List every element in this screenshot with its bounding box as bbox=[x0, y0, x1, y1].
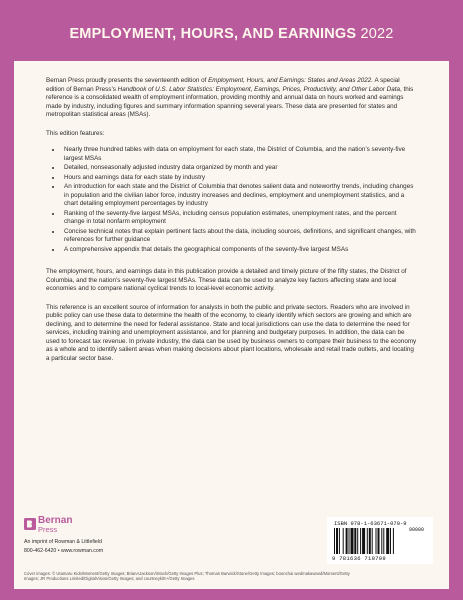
intro-paragraph bbox=[46, 77, 418, 120]
cover-description bbox=[46, 77, 418, 373]
publisher-imprint: An imprint of Rowman & Littlefield bbox=[24, 539, 102, 545]
intro-text-3: , this reference is a consolidated wealth of employment information, providing monthly and annual data on hours worked and earnings made by industry, including figures and summary information spanning several years. These data are presented for states and metropolitan statistical areas (MSAs). bbox=[46, 85, 414, 118]
feature-item: • An introduction for each state and the District of Columbia that denotes salient data and noteworthy trends, including changes in population and the civilian labor force, industry increases and declines, employment and unemployment statistics, and a chart detailing employment percentages by industry bbox=[62, 183, 418, 209]
audience-paragraph: This reference is an excellent source of information for analysts in both the public and private sectors. Readers who are involved in public policy can use these data to determine the health of the economy, to clearly identify which sectors are growing and which are declining, and to determine the need for federal assistance. State and local jurisdictions can use the data to determine the need for services, including training and unemployment assistance, and for planning and budgetary purposes. In addition, the data can be used to forecast tax revenue. In private industry, the data can be used by business owners to compare their business to the economy as a whole and to identify salient areas when making decisions about plant locations, wholesale and retail trade outlets, and locating a particular sector base. bbox=[46, 303, 417, 362]
feature-item: • Nearly three hundred tables with data on employment for each state, the District of Columbia, and the nation’s seventy-five largest MSAs bbox=[62, 146, 418, 163]
intro-text-1: Bernan Press proudly presents the seventeenth edition of bbox=[46, 77, 209, 84]
bernan-press-logo-icon bbox=[24, 518, 36, 530]
intro-handbook-title: Handbook of U.S. Labor Statistics: Employment, Earnings, Prices, Productivity, and Other Labor Data bbox=[117, 85, 400, 93]
cover-title bbox=[0, 26, 463, 42]
feature-item: • Detailed, nonseasonally adjusted industry data organized by month and year bbox=[62, 164, 418, 173]
publisher-name: Bernan bbox=[38, 515, 73, 526]
price-code: 90000 bbox=[409, 527, 425, 533]
cover-title-year: 2022 bbox=[360, 26, 394, 42]
isbn-barcode bbox=[327, 517, 433, 564]
feature-item: • Concise technical notes that explain pertinent facts about the data, including sources, definitions, and significant changes, with references for further guidance bbox=[62, 228, 418, 245]
intro-text-2: A special edition of Bernan Press’s bbox=[46, 77, 400, 93]
barcode-icon bbox=[334, 528, 406, 554]
isbn-text: ISBN 978-1-63671-070-9 bbox=[334, 520, 407, 527]
publisher-press: Press bbox=[38, 525, 58, 534]
data-usage-paragraph: The employment, hours, and earnings data in this publication provide a detailed and timely picture of the fifty states, the District of Columbia, and the nation’s seventy-five largest MSAs. These data can be used to analyze key factors affecting state and local economies and to compare national cyclical trends to local-level economic activity. bbox=[46, 268, 407, 292]
cover-image-credits: Cover images: © Utamaru Kido/Moment/Getty Images; BrianAJackson/iStock/Getty Images Plus; Thomas Barwick/Stone/Getty Images; boonchai wedmakawand/Moment/Getty Images; JR Productions Limited/DigitalVision/Getty Images; and courtneyk/E+/Getty Images bbox=[24, 571, 350, 582]
barcode-digits: 9 781636 710709 bbox=[332, 555, 387, 562]
feature-item: • Ranking of the seventy-five largest MSAs, including census population estimates, unemployment rates, and the percent change in total nonfarm employment bbox=[62, 210, 418, 227]
feature-item: • Hours and earnings data for each state by industry bbox=[62, 174, 418, 183]
feature-item: • A comprehensive appendix that details the geographical components of the seventy-five largest MSAs bbox=[62, 246, 418, 255]
publisher-contact: 800-462-6420 • www.rowman.com bbox=[24, 548, 104, 554]
features-list bbox=[46, 146, 418, 254]
features-lead: This edition features: bbox=[46, 129, 105, 137]
cover-title-main: EMPLOYMENT, HOURS, AND EARNINGS bbox=[69, 26, 357, 42]
intro-book-title: Employment, Hours, and Earnings: States and Areas 2022. bbox=[208, 77, 374, 84]
